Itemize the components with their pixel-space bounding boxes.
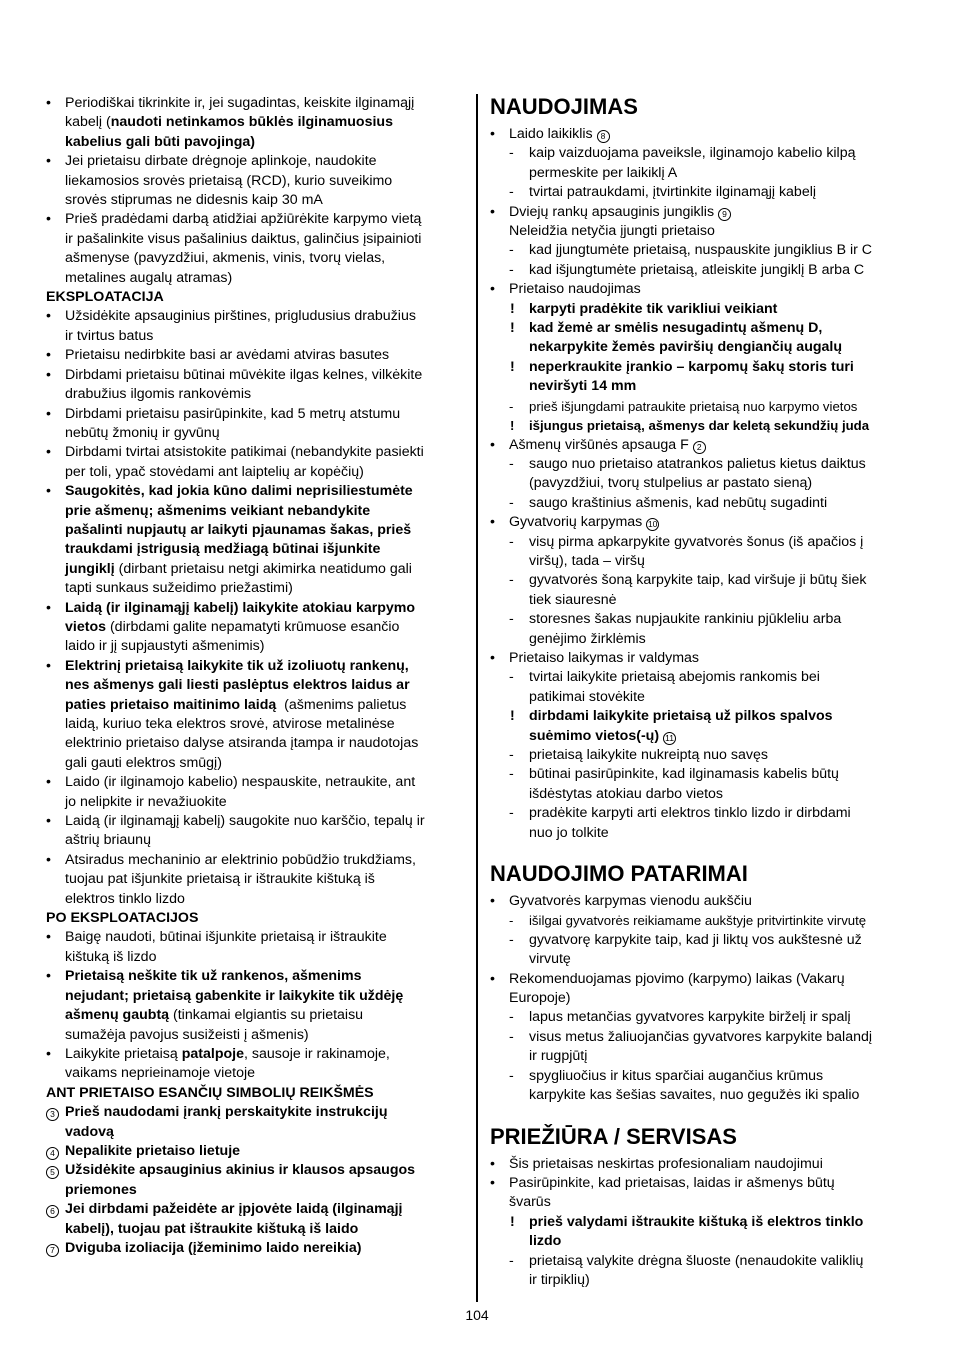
sub-item: - pradėkite karpyti arti elektros tinklo lizdo ir dirbdami nuo jo tolkite [509, 805, 851, 841]
list-item: • Prieš pradėdami darbą atidžiai apžiūrėkite karpymo vietą ir pašalinkite visus pašalinius daiktus, galinčius įsipainioti ašmenyse (pavyzdžiui, akmenis, vinis, tvorų vielas, metalines augalų atramas) [46, 211, 422, 286]
list-item: • Prietaiso naudojimas [490, 281, 641, 298]
list-item: • Dirbdami tvirtai atsistokite patikimai (nebandykite pasiekti per toli, ypač stovėdami ant laiptelių ar kopėčių) [46, 444, 424, 480]
list-item: • Periodiškai tikrinkite ir, jei sugadintas, keiskite ilginamąjį kabelį (naudoti netinkamos būklės ilginamuosius kabelius gali būti pavojinga) [46, 95, 415, 150]
list-item: • Ašmenų viršūnės apsauga F 2 [490, 436, 915, 455]
sub-item: - saugo kraštinius ašmenis, kad nebūtų sugadinti [509, 494, 828, 511]
section-title-prieziura: PRIEŽIŪRA / SERVISAS [490, 1123, 737, 1149]
callout-number-icon: 10 [647, 519, 658, 530]
symbol-item: 5 Užsidėkite apsauginius akinius ir klausos apsaugos priemones [46, 1161, 468, 1200]
symbol-number-icon: 4 [46, 1147, 59, 1160]
sub-item: - storesnes šakas nupjaukite rankiniu pjūkleliu arba genėjimo žirklėmis [509, 611, 842, 647]
list-item: • Elektrinį prietaisą laikykite tik už izoliuotų rankenų, nes ašmenys gali liesti paslėptus elektros laidus ar paties prietaiso maitinimo laidą (ašmenims palietus laidą, kuriuo teka elektros srovė, atvirose metalinėse elektrinio prietaiso dalyse atsiranda įtampa ir naudotojas gali gauti elektros smūgį) [46, 657, 419, 771]
list-item: • Šis prietaisas neskirtas profesionaliam naudojimui [490, 1155, 823, 1172]
sub-item: - kad įjungtumėte prietaisą, nuspauskite jungiklius B ir C [509, 242, 873, 259]
symbol-number-icon: 3 [46, 1108, 59, 1121]
list-item: • Laidą (ir ilginamąjį kabelį) saugokite nuo karščio, tepalų ir aštrių briaunų [46, 813, 425, 849]
symbol-item: 7 Dviguba izoliacija (įžeminimo laido nereikia) [46, 1239, 468, 1258]
sub-item: - tvirtai patraukdami, įtvirtinkite ilginamąjį kabelį [509, 184, 817, 201]
symbol-item: 6 Jei dirbdami pažeidėte ar įpjovėte laidą (ilginamąjį kabelį), tuojau pat ištraukite kištuką iš laido [46, 1200, 468, 1239]
right-column [490, 94, 915, 1290]
warning-item: ! kad žemė ar smėlis nesugadintų ašmenų D, nekarpykite žemės paviršių dengiančių augalų [510, 320, 843, 356]
section-heading-po-eksploatacijos: PO EKSPLOATACIJOS [46, 910, 199, 927]
list-item: • Gyvatvorės karpymas vienodu aukščiu [490, 893, 752, 910]
section-heading-eksploatacija: EKSPLOATACIJA [46, 289, 164, 306]
callout-number-icon: 2 [693, 441, 706, 454]
list-item: • Rekomenduojamas pjovimo (karpymo) laikas (Vakarų Europoje) [490, 970, 845, 1007]
sub-item: - saugo nuo prietaiso atatrankos palietus kietus daiktus (pavyzdžiui, tvorų stulpelius ar pastato sieną) [509, 455, 866, 492]
list-item: • Prietaiso laikymas ir valdymas [490, 649, 700, 666]
callout-number-icon: 11 [663, 732, 676, 745]
callout-number-icon: 9 [718, 208, 731, 221]
list-item: • Dirbdami prietaisu būtinai mūvėkite ilgas kelnes, vilkėkite drabužius ilgomis rankovėmis [46, 366, 423, 403]
list-item: • Laido laikiklis 8 [490, 125, 915, 144]
list-item: • Dviejų rankų apsauginis jungiklis 9 Neleidžia netyčia įjungti prietaiso [490, 203, 915, 242]
callout-number-icon: 8 [597, 130, 610, 143]
list-item: • Laikykite prietaisą patalpoje, sausoje ir rakinamoje, vaikams neprieinamoje vietoje [46, 1045, 390, 1082]
sub-item: - kad išjungtumėte prietaisą, atleiskite jungiklį B arba C [509, 261, 865, 278]
sub-item: - kaip vaizduojama paveiksle, ilginamojo kabelio kilpą permeskite per laikiklį A [509, 145, 856, 181]
warning-item: ! neperkraukite įrankio – karpomų šakų storis turi neviršyti 14 mm [510, 358, 854, 395]
sub-item: - prieš išjungdami patraukite prietaisą nuo karpymo vietos [509, 398, 858, 414]
symbol-number-icon: 5 [46, 1166, 59, 1179]
sub-item: - prietaisą laikykite nukreiptą nuo savęs [509, 747, 768, 763]
warning-item: ! išjungus prietaisą, ašmenys dar keletą sekundžių juda [510, 418, 870, 434]
sub-item: - visų pirma apkarpykite gyvatvorės šonus (iš apačios į viršų), tada – viršų [509, 533, 864, 569]
column-divider [476, 94, 478, 1302]
list-item: • Laidą (ir ilginamąjį kabelį) laikykite atokiau karpymo vietos (dirbdami galite nepamatyti krūmuose esančio laido ir jį supjaustyti ašmenimis) [46, 599, 416, 655]
section-title-patarimai: NAUDOJIMO PATARIMAI [490, 861, 748, 887]
symbol-item: 4 Nepalikite prietaiso lietuje [46, 1142, 468, 1161]
list-item: • Laido (ir ilginamojo kabelio) nespauskite, netraukite, ant jo nelipkite ir nevažiuokite [46, 774, 416, 810]
symbol-number-icon: 6 [46, 1205, 59, 1218]
list-item: • Prietaisu nedirbkite basi ar avėdami atviras basutes [46, 347, 390, 364]
list-item: • Dirbdami prietaisu pasirūpinkite, kad 5 metrų atstumu nebūtų žmonių ir gyvūnų [46, 405, 401, 441]
sub-item: - būtinai pasirūpinkite, kad ilginamasis kabelis būtų išdėstytas atokiau darbo vietos [509, 766, 839, 802]
sub-item: - prietaisą valykite drėgna šluoste (nenaudokite valiklių ir tirpiklių) [509, 1252, 864, 1288]
page-number: 104 [465, 1307, 489, 1323]
list-item: • Saugokitės, kad jokia kūno dalimi neprisiliestumėte prie ašmenų; ašmenims veikiant nebandykite pašalinti nupjautų ar laikyti pjaunamas šakas, prieš traukdami įstrigusią medžiagą būtinai išjunkite jungiklį (dirbant prietaisu netgi akimirka neatidumo gali tapti sunkaus sužeidimo priežastimi) [46, 483, 413, 597]
section-heading-simboliai: ANT PRIETAISO ESANČIŲ SIMBOLIŲ REIKŠMĖS [46, 1084, 374, 1101]
sub-item: - spygliuočius ir kitus sparčiai augančius krūmus karpykite kas šešias savaites, nuo gegužės iki spalio [509, 1067, 860, 1104]
sub-item: - tvirtai laikykite prietaisą abejomis rankomis bei patikimai stovėkite [509, 669, 820, 705]
list-item: • Prietaisą neškite tik už rankenos, ašmenims nejudant; prietaisą gabenkite ir laikykite tik uždėję ašmenų gaubtą (tinkamai elgiantis su prietaisu sumažėja pavojus susižeisti į ašmenis) [46, 968, 404, 1043]
left-column [46, 94, 468, 1258]
sub-item: - visus metus žaliuojančias gyvatvores karpykite balandį ir rugpjūtį [509, 1028, 873, 1065]
section-title-naudojimas: NAUDOJIMAS [490, 94, 638, 119]
sub-item: - išilgai gyvatvorės reikiamame aukštyje pritvirtinkite virvutę [509, 913, 867, 929]
sub-item: - lapus metančias gyvatvores karpykite birželį ir spalį [509, 1009, 851, 1026]
sub-item: - gyvatvorę karpykite taip, kad ji liktų vos aukštesnė už virvutę [509, 931, 862, 968]
list-item: • Užsidėkite apsauginius pirštines, prigludusius drabužius ir tvirtus batus [46, 308, 416, 344]
warning-item: ! dirbdami laikykite prietaisą už pilkos spalvos suėmimo vietos(-ų) 11 [510, 708, 833, 744]
symbol-number-icon: 7 [46, 1244, 59, 1257]
sub-item: - gyvatvorės šoną karpykite taip, kad viršuje ji būtų šiek tiek siauresnė [509, 572, 867, 608]
list-item: • Pasirūpinkite, kad prietaisas, laidas ir ašmenys būtų švarūs [490, 1174, 835, 1211]
list-item: • Atsiradus mechaninio ar elektrinio pobūdžio trukdžiams, tuojau pat išjunkite prietaisą ir ištraukite kištuką iš elektros tinklo lizdo [46, 851, 416, 907]
symbol-item: 3 Prieš naudodami įrankį perskaitykite instrukcijų vadovą [46, 1103, 468, 1142]
list-item: • Gyvatvorių karpymas 10 [490, 514, 658, 531]
list-item: • Baigę naudoti, būtinai išjunkite prietaisą ir ištraukite kištuką iš lizdo [46, 929, 387, 965]
warning-item: ! karpyti pradėkite tik varikliui veikiant [510, 300, 778, 317]
warning-item: ! prieš valydami ištraukite kištuką iš elektros tinklo lizdo [510, 1213, 864, 1250]
list-item: • Jei prietaisu dirbate drėgnoje aplinkoje, naudokite liekamosios srovės prietaisą (RCD), kurio suveikimo srovės stiprumas ne didesnis kaip 30 mA [46, 153, 393, 209]
